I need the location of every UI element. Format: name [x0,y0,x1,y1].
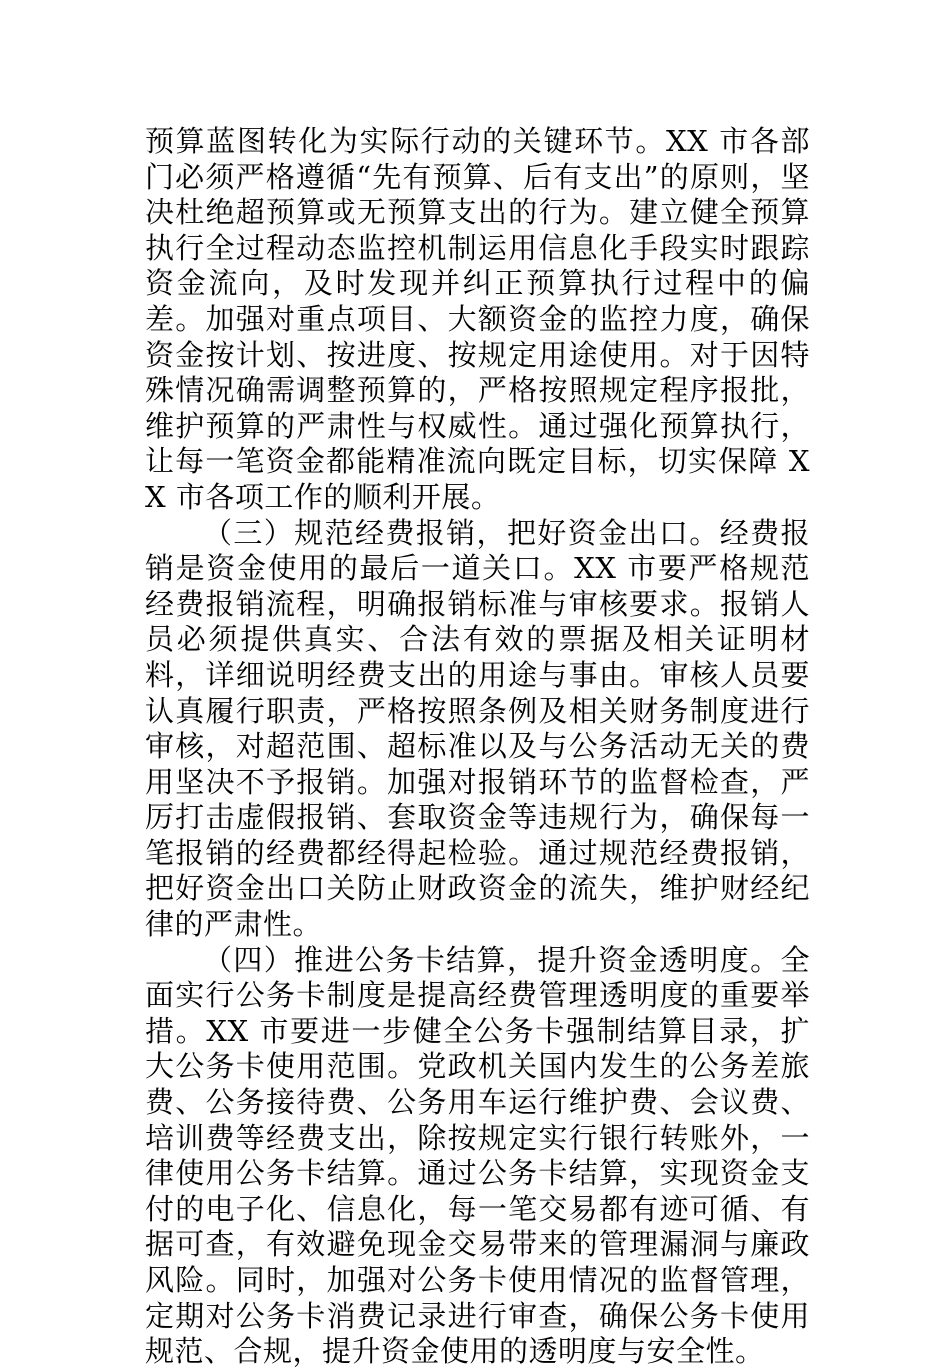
paragraph-official-card-settlement: （四）推进公务卡结算，提升资金透明度。全面实行公务卡制度是提高经费管理透明度的重要举措。XX 市要进一步健全公务卡强制结算目录，扩大公务卡使用范围。党政机关国内发生的公务差旅费、公务接待费、公务用车运行维护费、会议费、培训费等经费支出，除按规定实行银行转账外，一律使用公务卡结算。通过公务卡结算，实现资金支付的电子化、信息化，每一笔交易都有迹可循、有据可查，有效避免现金交易带来的管理漏洞与廉政风险。同时，加强对公务卡使用情况的监督管理，定期对公务卡消费记录进行审查，确保公务卡使用规范、合规，提升资金使用的透明度与安全性。 [145,942,810,1369]
paragraph-budget-execution: 预算蓝图转化为实际行动的关键环节。XX 市各部门必须严格遵循“先有预算、后有支出”的原则，坚决杜绝超预算或无预算支出的行为。建立健全预算执行全过程动态监控机制运用信息化手段实时跟踪资金流向，及时发现并纠正预算执行过程中的偏差。加强对重点项目、大额资金的监控力度，确保资金按计划、按进度、按规定用途使用。对于因特殊情况确需调整预算的，严格按照规定程序报批，维护预算的严肃性与权威性。通过强化预算执行，让每一笔资金都能精准流向既定目标，切实保障 XX 市各项工作的顺利开展。 [145,124,810,514]
document-body [145,124,810,1370]
paragraph-expense-reimbursement: （三）规范经费报销，把好资金出口。经费报销是资金使用的最后一道关口。XX 市要严格规范经费报销流程，明确报销标准与审核要求。报销人员必须提供真实、合法有效的票据及相关证明材料，详细说明经费支出的用途与事由。审核人员要认真履行职责，严格按照条例及相关财务制度进行审核，对超范围、超标准以及与公务活动无关的费用坚决不予报销。加强对报销环节的监督检查，严厉打击虚假报销、套取资金等违规行为，确保每一笔报销的经费都经得起检验。通过规范经费报销，把好资金出口关防止财政资金的流失，维护财经纪律的严肃性。 [145,515,810,942]
